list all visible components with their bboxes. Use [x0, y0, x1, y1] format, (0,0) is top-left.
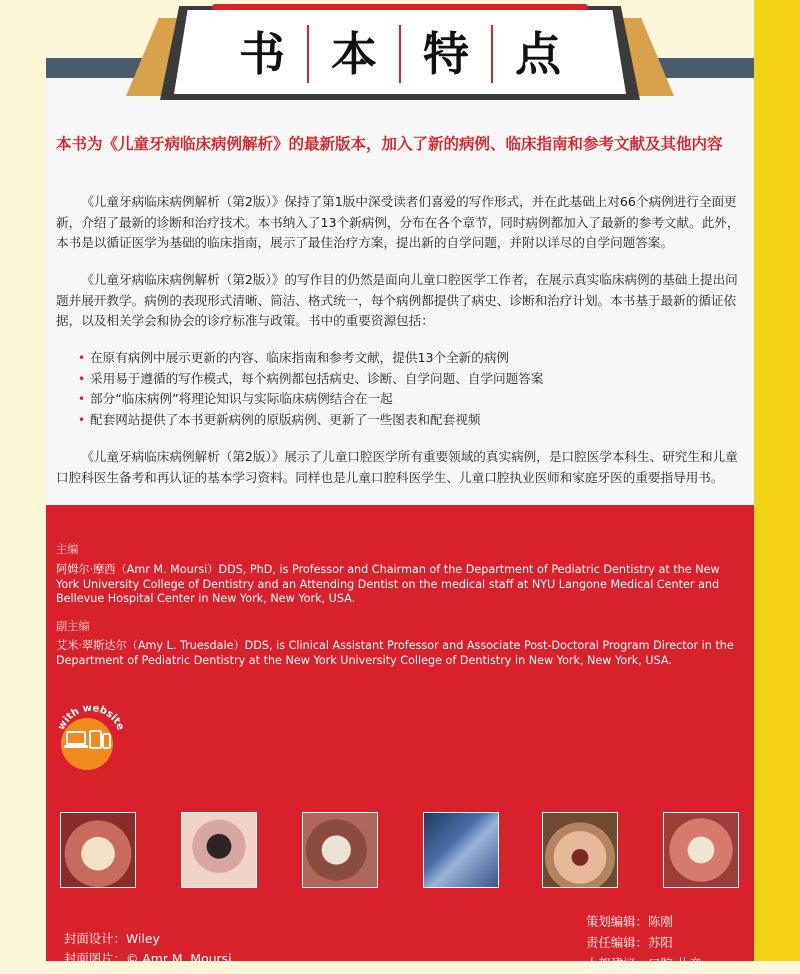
list-item-text: 在原有病例中展示更新的内容、临床指南和参考文献，提供13个全新的病例: [90, 350, 510, 365]
paragraph-purpose: 《儿童牙病临床病例解析（第2版）》的写作目的仍然是面向儿童口腔医学工作者，在展示真实临床病例的基础上提出问题并展开教学。病例的表现形式清晰、简洁、格式统一，每个病例都提供了病史、诊断和治疗计划。本书基于最新的循证依据，以及相关学会和协会的诊疗标准与政策。书中的重要资源包括：: [56, 272, 738, 328]
planning-editor: 策划编辑：陈刚: [586, 914, 673, 929]
list-item: [78, 410, 738, 431]
bullet-icon: •: [78, 392, 86, 406]
associate-editor-label: 副主编: [56, 620, 90, 633]
right-yellow-stripe: [754, 0, 800, 961]
list-item-text: 部分“临床病例”将理论知识与实际临床病例结合在一起: [90, 391, 393, 406]
list-item: [78, 369, 738, 390]
banner-title: [214, 22, 586, 86]
banner-char: 特: [401, 25, 493, 83]
banner-char: 书: [217, 25, 309, 83]
resource-list: [78, 348, 738, 430]
responsible-editor: 责任编辑：苏阳: [586, 935, 673, 950]
bullet-icon: •: [78, 351, 86, 365]
editorial-credits: [586, 911, 701, 974]
cover-design-credit: 封面设计：Wiley: [64, 931, 160, 946]
website-badge-text: with website: [56, 702, 126, 733]
cover-photo-credit: 封面图片：© Amr M. Moursi: [64, 951, 232, 966]
clinical-photo: [542, 812, 618, 888]
headline: 本书为《儿童牙病临床病例解析》的最新版本，加入了新的病例、临床指南和参考文献及其他内容: [56, 135, 723, 153]
list-item: [78, 348, 738, 369]
laptop-tablet-phone-icon: [63, 728, 111, 754]
list-item: [78, 389, 738, 410]
banner-red-line: [212, 4, 588, 10]
clinical-photo: [60, 812, 136, 888]
clinical-photo: [663, 812, 739, 888]
cover-credits: [64, 929, 232, 969]
clinical-photo: [181, 812, 257, 888]
section-banner: [0, 0, 800, 110]
left-margin: [0, 0, 46, 961]
list-item-text: 配套网站提供了本书更新病例的原版病例、更新了一些图表和配套视频: [90, 411, 481, 427]
banner-char: 点: [515, 27, 561, 81]
editor-label: 主编: [56, 543, 79, 556]
clinical-photo: [302, 812, 378, 888]
clinical-photo: [423, 812, 499, 888]
paragraph-summary: 《儿童牙病临床病例解析（第2版）》展示了儿童口腔医学所有重要领域的真实病例，是口腔医学本科生、研究生和儿童口腔科医生备考和再认证的基本学习资料。同样也是儿童口腔科医学生、儿童口腔执业医师和家庭牙医的重要指导用书。: [56, 449, 738, 485]
list-item-text: 采用易于遵循的写作模式，每个病例都包括病史、诊断、自学问题、自学问题答案: [90, 370, 544, 386]
bullet-icon: •: [78, 371, 86, 386]
paragraph-intro: 《儿童牙病临床病例解析（第2版）》保持了第1版中深受读者们喜爱的写作形式，并在此基础上对66个病例进行全面更新，介绍了最新的诊断和治疗技术。本书纳入了13个新病例，分布在各个章节，同时病例都加入了最新的参考文献。此外，本书是以循证医学为基础的临床指南，展示了最佳治疗方案，提出新的自学问题，并附以详尽的自学问题答案。: [56, 194, 740, 250]
shelf-suggestion: 上架建议：口腔 儿童: [586, 956, 702, 971]
associate-editor-bio: 艾米·翠斯达尔（Amy L. Truesdale）DDS, is Clinical Assistant Professor and Associate Post-Doctoral Program Director in the Department of Pediatric Dentistry at the New York University College of Dentistry in New York, New York, USA.: [56, 639, 734, 667]
banner-char: 本: [309, 25, 401, 83]
bullet-icon: •: [78, 412, 86, 427]
editor-bio: 阿姆尔·摩西（Amr M. Moursi）DDS, PhD, is Professor and Chairman of the Department of Pediatric Dentistry at the New York University College of Dentistry and an Attending Dentist on the medical staff at NYU Langone Medical Center and Bellevue Hospital Center in New York, New York, USA.: [56, 563, 720, 605]
